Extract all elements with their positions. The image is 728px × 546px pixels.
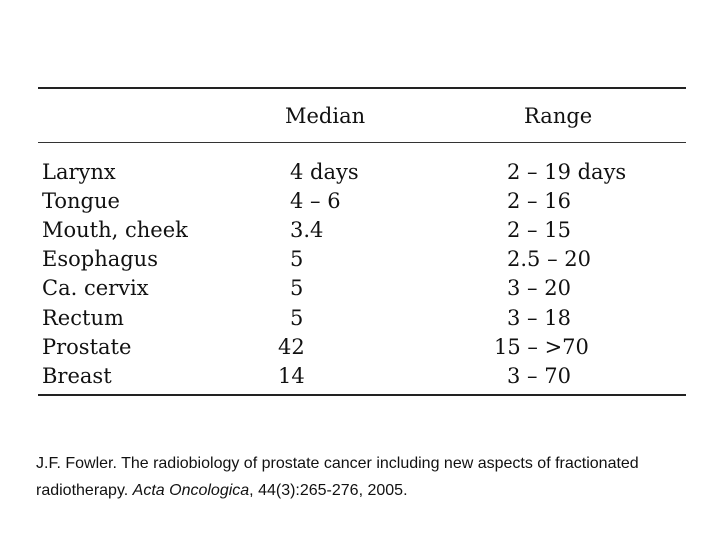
row-site: Mouth, cheek bbox=[42, 218, 188, 242]
row-range: 3 – 70 bbox=[507, 364, 571, 388]
row-median: 5 bbox=[290, 306, 304, 330]
citation-details: , 44(3):265-276, 2005. bbox=[249, 482, 408, 499]
table-bottom-rule bbox=[38, 394, 686, 396]
citation-journal: Acta Oncologica bbox=[132, 482, 250, 499]
row-median: 42 bbox=[278, 335, 305, 359]
row-site: Prostate bbox=[42, 335, 132, 359]
citation-text: J.F. Fowler. The radiobiology of prostate cancer including new aspects of fractionated radiotherapy. bbox=[36, 455, 639, 499]
row-median: 5 bbox=[290, 247, 304, 271]
table-top-rule bbox=[38, 87, 686, 89]
row-site: Breast bbox=[42, 364, 112, 388]
row-range: 2 – 15 bbox=[507, 218, 571, 242]
row-median: 5 bbox=[290, 276, 304, 300]
row-site: Ca. cervix bbox=[42, 276, 149, 300]
row-site: Tongue bbox=[42, 189, 120, 213]
row-range: 2 – 19 days bbox=[507, 160, 627, 184]
row-range: 3 – 20 bbox=[507, 276, 571, 300]
row-range: 15 – >70 bbox=[494, 335, 589, 359]
row-median: 4 – 6 bbox=[290, 189, 341, 213]
row-median: 14 bbox=[278, 364, 305, 388]
row-site: Rectum bbox=[42, 306, 124, 330]
table-header-rule bbox=[38, 142, 686, 143]
row-site: Larynx bbox=[42, 160, 116, 184]
row-median: 3.4 bbox=[290, 218, 324, 242]
median-header: Median bbox=[285, 104, 366, 128]
row-median: 4 days bbox=[290, 160, 359, 184]
row-range: 3 – 18 bbox=[507, 306, 571, 330]
row-range: 2.5 – 20 bbox=[507, 247, 591, 271]
row-site: Esophagus bbox=[42, 247, 158, 271]
range-header: Range bbox=[524, 104, 593, 128]
citation bbox=[36, 450, 696, 504]
row-range: 2 – 16 bbox=[507, 189, 571, 213]
